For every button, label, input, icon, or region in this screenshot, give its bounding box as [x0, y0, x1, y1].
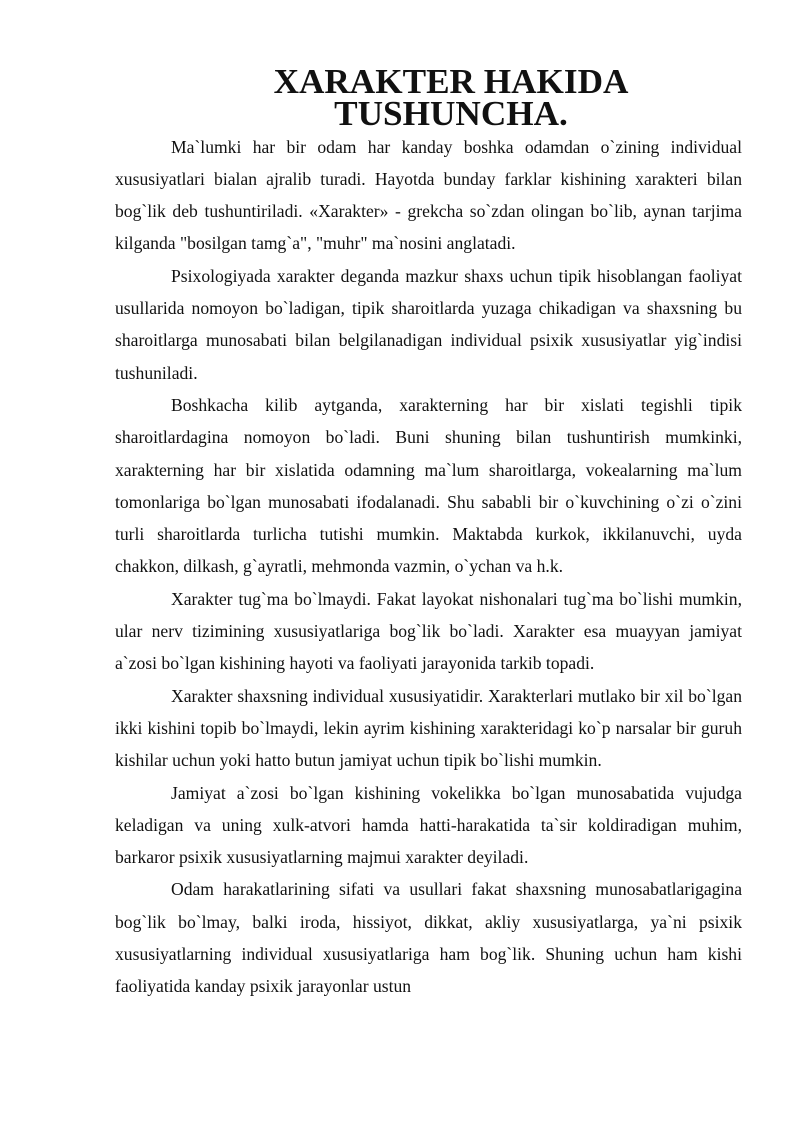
document-title: XARAKTER HAKIDA TUSHUNCHA.: [273, 62, 629, 134]
document-page: [115, 62, 742, 1003]
paragraph-6: Jamiyat a`zosi bo`lgan kishining vokelikka bo`lgan munosabatida vujudga keladigan va uning xulk-atvori hamda hatti-harakatida ta`sir koldiradigan muhim, barkaror psixik xususiyatlarning majmui xarakter deyiladi.: [115, 782, 742, 868]
paragraph-3: Boshkacha kilib aytganda, xarakterning har bir xislati tegishli tipik sharoitlardagina nomoyon bo`ladi. Buni shuning bilan tushuntirish mumkinki, xarakterning har bir xislatida odamning ma`lum sharoitlarga, vokealarning ma`lum tomonlariga bo`lgan munosabati ifodalanadi. Shu sababli bir o`kuvchining o`zi o`zini turli sharoitlarda turlicha tutishi mumkin. Maktabda kurkok, ikkilanuvchi, uyda chakkon, dilkash, g`ayratli, mehmonda vazmin, o`ychan va h.k.: [115, 394, 742, 577]
paragraph-4: Xarakter tug`ma bo`lmaydi. Fakat layokat nishonalari tug`ma bo`lishi mumkin, ular nerv tizimining xususiyatlariga bog`lik bo`ladi. Xarakter esa muayyan jamiyat a`zosi bo`lgan kishining hayoti va faoliyati jarayonida tarkib topadi.: [115, 588, 742, 674]
paragraph-5: Xarakter shaxsning individual xususiyatidir. Xarakterlari mutlako bir xil bo`lgan ikki kishini topib bo`lmaydi, lekin ayrim kishining xarakteridagi ko`p narsalar bir guruh kishilar uchun yoki hatto butun jamiyat uchun tipik bo`lishi mumkin.: [115, 685, 742, 771]
paragraph-7: Odam harakatlarining sifati va usullari fakat shaxsning munosabatlarigagina bog`lik bo`lmay, balki iroda, hissiyot, dikkat, akliy xususiyatlarga, ya`ni psixik xususiyatlarning individual xususiyatlariga ham bog`lik. Shuning uchun ham kishi faoliyatida kanday psixik jarayonlar ustun: [115, 879, 742, 997]
paragraph-1: Ma`lumki har bir odam har kanday boshka odamdan o`zining individual xususiyatlari bialan ajralib turadi. Hayotda bunday farklar kishining xarakteri bilan bog`lik deb tushuntiriladi. «Xarakter» - grekcha so`zdan olingan bo`lib, aynan tarjima kilganda "bosilgan tamg`a", "muhr" ma`nosini anglatadi.: [115, 136, 742, 254]
paragraph-2: Psixologiyada xarakter deganda mazkur shaxs uchun tipik hisoblangan faoliyat usullarida nomoyon bo`ladigan, tipik sharoitlarda yuzaga chikadigan va shaxsning bu sharoitlarga munosabati bilan belgilanadigan individual psixik xususiyatlar yig`indisi tushuniladi.: [115, 265, 742, 383]
